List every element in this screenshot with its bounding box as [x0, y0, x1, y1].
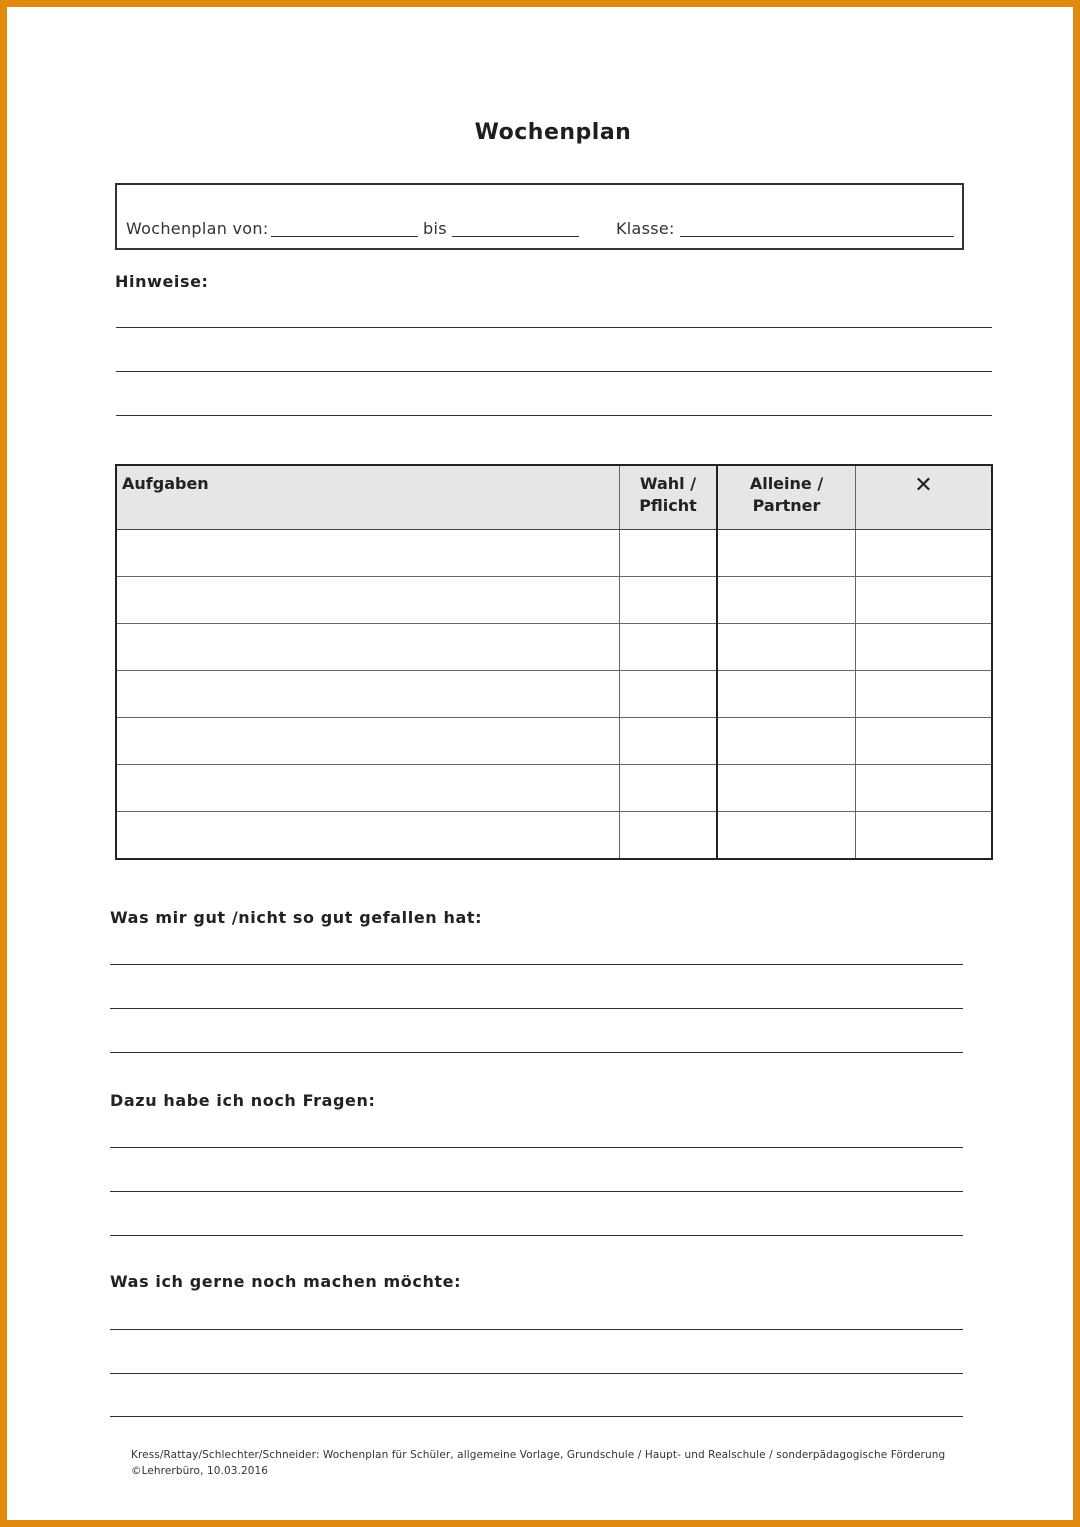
table-row — [116, 718, 992, 765]
klasse-label: Klasse: — [616, 219, 675, 238]
header-done — [856, 465, 993, 530]
partner-cell[interactable] — [717, 671, 856, 718]
done-cell[interactable] — [856, 765, 993, 812]
bis-field[interactable] — [452, 236, 579, 237]
header-alleine-partner: Alleine / Partner — [717, 465, 856, 530]
done-cell[interactable] — [856, 624, 993, 671]
table-row — [116, 671, 992, 718]
fragen-line-1[interactable] — [110, 1147, 963, 1148]
wahl-cell[interactable] — [620, 718, 718, 765]
partner-cell[interactable] — [717, 812, 856, 860]
header-box — [115, 183, 964, 250]
task-cell[interactable] — [116, 530, 620, 577]
hinweise-line-3[interactable] — [116, 415, 992, 416]
hinweise-line-1[interactable] — [116, 327, 992, 328]
wahl-cell[interactable] — [620, 624, 718, 671]
fragen-line-3[interactable] — [110, 1235, 963, 1236]
header-wahl-pflicht: Wahl / Pflicht — [620, 465, 718, 530]
page-title: Wochenplan — [474, 120, 632, 145]
wahl-cell[interactable] — [620, 765, 718, 812]
partner-cell[interactable] — [717, 530, 856, 577]
close-icon: ✕ — [914, 473, 933, 498]
task-cell[interactable] — [116, 671, 620, 718]
table-row — [116, 577, 992, 624]
gefallen-line-1[interactable] — [110, 964, 963, 965]
done-cell[interactable] — [856, 577, 993, 624]
machen-label: Was ich gerne noch machen möchte: — [110, 1272, 462, 1291]
wahl-cell[interactable] — [620, 577, 718, 624]
partner-cell[interactable] — [717, 765, 856, 812]
hinweise-line-2[interactable] — [116, 371, 992, 372]
task-cell[interactable] — [116, 765, 620, 812]
header-aufgaben: Aufgaben — [116, 465, 620, 530]
table-row — [116, 812, 992, 860]
done-cell[interactable] — [856, 718, 993, 765]
table-row — [116, 624, 992, 671]
wahl-cell[interactable] — [620, 530, 718, 577]
done-cell[interactable] — [856, 671, 993, 718]
tasks-table — [115, 464, 993, 860]
fragen-label: Dazu habe ich noch Fragen: — [110, 1091, 376, 1110]
wahl-cell[interactable] — [620, 812, 718, 860]
machen-line-2[interactable] — [110, 1373, 963, 1374]
footer-credits — [131, 1447, 945, 1479]
klasse-field[interactable] — [680, 236, 954, 237]
hinweise-label: Hinweise: — [115, 272, 209, 291]
task-cell[interactable] — [116, 624, 620, 671]
gefallen-label: Was mir gut /nicht so gut gefallen hat: — [110, 908, 483, 927]
partner-cell[interactable] — [717, 624, 856, 671]
fragen-line-2[interactable] — [110, 1191, 963, 1192]
table-row — [116, 765, 992, 812]
footer-line-1: Kress/Rattay/Schlechter/Schneider: Wochenplan für Schüler, allgemeine Vorlage, Grundschule / Haupt- und Realschule / sonderpädagogische Förderung — [131, 1449, 946, 1461]
machen-line-1[interactable] — [110, 1329, 963, 1330]
wochenplan-von-label: Wochenplan von: — [126, 219, 269, 238]
worksheet-page — [7, 7, 1073, 1520]
machen-line-3[interactable] — [110, 1416, 963, 1417]
partner-cell[interactable] — [717, 718, 856, 765]
table-row — [116, 530, 992, 577]
task-cell[interactable] — [116, 577, 620, 624]
done-cell[interactable] — [856, 812, 993, 860]
wochenplan-von-field[interactable] — [271, 236, 418, 237]
partner-cell[interactable] — [717, 577, 856, 624]
gefallen-line-3[interactable] — [110, 1052, 963, 1053]
task-cell[interactable] — [116, 812, 620, 860]
done-cell[interactable] — [856, 530, 993, 577]
bis-label: bis — [423, 219, 447, 238]
task-cell[interactable] — [116, 718, 620, 765]
wahl-cell[interactable] — [620, 671, 718, 718]
footer-line-2: ©Lehrerbüro, 10.03.2016 — [131, 1465, 269, 1477]
gefallen-line-2[interactable] — [110, 1008, 963, 1009]
